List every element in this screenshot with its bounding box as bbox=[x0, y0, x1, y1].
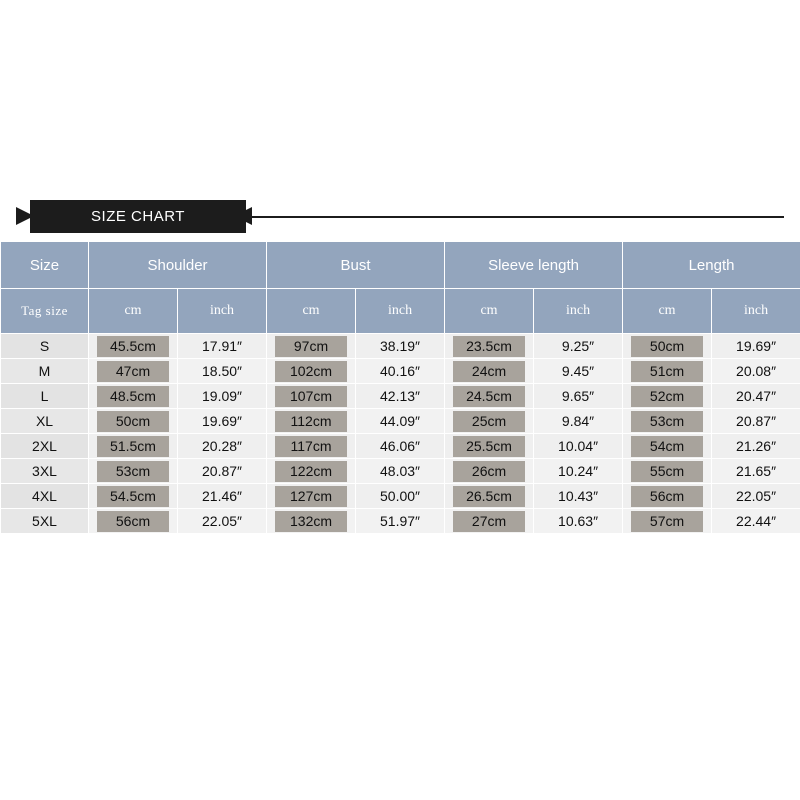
cell-length-inch bbox=[712, 409, 800, 434]
cell-bust-cm bbox=[267, 384, 356, 409]
cm-pill: 48.5cm bbox=[97, 386, 169, 407]
cm-pill: 51.5cm bbox=[97, 436, 169, 457]
inch-value: 10.43″ bbox=[558, 487, 599, 504]
cell-shoulder-cm bbox=[89, 484, 178, 509]
cm-pill: 54cm bbox=[631, 436, 703, 457]
cm-pill: 56cm bbox=[631, 486, 703, 507]
size-chart-banner bbox=[16, 200, 784, 234]
inch-value: 50.00″ bbox=[380, 487, 421, 504]
cell-sleeve-inch bbox=[534, 484, 623, 509]
cm-pill: 53cm bbox=[631, 411, 703, 432]
cell-size: S bbox=[1, 334, 89, 359]
cm-pill: 54.5cm bbox=[97, 486, 169, 507]
cell-length-cm bbox=[623, 384, 712, 409]
cell-sleeve-inch bbox=[534, 459, 623, 484]
inch-value: 48.03″ bbox=[380, 462, 421, 479]
cm-pill: 26.5cm bbox=[453, 486, 525, 507]
inch-value: 21.65″ bbox=[736, 462, 777, 479]
cell-shoulder-inch bbox=[178, 359, 267, 384]
cell-length-cm bbox=[623, 459, 712, 484]
inch-value: 20.28″ bbox=[202, 437, 242, 454]
subheader-tag-size: Tag size bbox=[1, 289, 89, 334]
cell-sleeve-inch bbox=[534, 509, 623, 534]
header-sleeve-length: Sleeve length bbox=[445, 242, 623, 289]
cell-sleeve-cm bbox=[445, 384, 534, 409]
cell-length-cm bbox=[623, 334, 712, 359]
cell-shoulder-inch bbox=[178, 459, 267, 484]
subheader-length-cm: cm bbox=[623, 289, 712, 334]
inch-value: 20.87″ bbox=[202, 462, 242, 479]
inch-value: 51.97″ bbox=[380, 512, 421, 529]
cell-sleeve-cm bbox=[445, 409, 534, 434]
cell-shoulder-cm bbox=[89, 509, 178, 534]
cell-bust-cm bbox=[267, 409, 356, 434]
cm-pill: 52cm bbox=[631, 386, 703, 407]
cell-shoulder-inch bbox=[178, 334, 267, 359]
cell-bust-inch bbox=[356, 409, 445, 434]
inch-value: 40.16″ bbox=[380, 362, 421, 379]
cm-pill: 24.5cm bbox=[453, 386, 525, 407]
size-chart-table bbox=[0, 241, 800, 534]
cm-pill: 50cm bbox=[631, 336, 703, 357]
cell-length-cm bbox=[623, 484, 712, 509]
cell-bust-inch bbox=[356, 384, 445, 409]
cell-size: 2XL bbox=[1, 434, 89, 459]
inch-value: 44.09″ bbox=[380, 412, 421, 429]
cell-sleeve-inch bbox=[534, 384, 623, 409]
cm-pill: 122cm bbox=[275, 461, 347, 482]
size-chart-table-wrap bbox=[0, 241, 800, 534]
table-subheader-row bbox=[1, 289, 800, 334]
inch-value: 19.69″ bbox=[736, 337, 777, 354]
inch-value: 19.09″ bbox=[202, 387, 242, 404]
inch-value: 10.63″ bbox=[558, 512, 599, 529]
cell-size: 4XL bbox=[1, 484, 89, 509]
cell-sleeve-cm bbox=[445, 459, 534, 484]
inch-value: 22.05″ bbox=[202, 512, 242, 529]
cell-length-cm bbox=[623, 434, 712, 459]
cell-bust-inch bbox=[356, 459, 445, 484]
inch-value: 17.91″ bbox=[202, 337, 242, 354]
subheader-sleeve-inch: inch bbox=[534, 289, 623, 334]
cell-sleeve-cm bbox=[445, 334, 534, 359]
cell-sleeve-cm bbox=[445, 509, 534, 534]
cell-sleeve-inch bbox=[534, 409, 623, 434]
cell-size: 3XL bbox=[1, 459, 89, 484]
cell-length-inch bbox=[712, 484, 800, 509]
header-length: Length bbox=[623, 242, 800, 289]
inch-value: 46.06″ bbox=[380, 437, 421, 454]
subheader-bust-cm: cm bbox=[267, 289, 356, 334]
cell-shoulder-inch bbox=[178, 484, 267, 509]
cell-shoulder-cm bbox=[89, 334, 178, 359]
cell-shoulder-cm bbox=[89, 434, 178, 459]
inch-value: 21.46″ bbox=[202, 487, 242, 504]
inch-value: 22.44″ bbox=[736, 512, 777, 529]
cell-length-inch bbox=[712, 459, 800, 484]
cell-bust-inch bbox=[356, 434, 445, 459]
cell-length-inch bbox=[712, 384, 800, 409]
subheader-shoulder-inch: inch bbox=[178, 289, 267, 334]
cell-length-cm bbox=[623, 509, 712, 534]
inch-value: 21.26″ bbox=[736, 437, 777, 454]
inch-value: 18.50″ bbox=[202, 362, 242, 379]
cm-pill: 27cm bbox=[453, 511, 525, 532]
table-row bbox=[1, 359, 800, 384]
inch-value: 9.84″ bbox=[561, 412, 595, 429]
cell-length-inch bbox=[712, 509, 800, 534]
table-row bbox=[1, 409, 800, 434]
cm-pill: 55cm bbox=[631, 461, 703, 482]
cm-pill: 57cm bbox=[631, 511, 703, 532]
subheader-sleeve-cm: cm bbox=[445, 289, 534, 334]
cell-shoulder-cm bbox=[89, 384, 178, 409]
cm-pill: 24cm bbox=[453, 361, 525, 382]
header-bust: Bust bbox=[267, 242, 445, 289]
cm-pill: 127cm bbox=[275, 486, 347, 507]
cell-sleeve-cm bbox=[445, 484, 534, 509]
inch-value: 10.04″ bbox=[558, 437, 599, 454]
inch-value: 20.47″ bbox=[736, 387, 777, 404]
cm-pill: 117cm bbox=[275, 436, 347, 457]
subheader-shoulder-cm: cm bbox=[89, 289, 178, 334]
cell-bust-cm bbox=[267, 334, 356, 359]
cell-size: M bbox=[1, 359, 89, 384]
inch-value: 9.65″ bbox=[561, 387, 595, 404]
cell-bust-cm bbox=[267, 434, 356, 459]
cell-length-inch bbox=[712, 434, 800, 459]
cell-length-cm bbox=[623, 359, 712, 384]
cm-pill: 50cm bbox=[97, 411, 169, 432]
cm-pill: 112cm bbox=[275, 411, 347, 432]
cell-bust-cm bbox=[267, 359, 356, 384]
cm-pill: 23.5cm bbox=[453, 336, 525, 357]
table-header-group-row bbox=[1, 242, 800, 289]
inch-value: 10.24″ bbox=[558, 462, 599, 479]
cell-size: 5XL bbox=[1, 509, 89, 534]
cell-shoulder-inch bbox=[178, 409, 267, 434]
cell-bust-inch bbox=[356, 484, 445, 509]
cm-pill: 56cm bbox=[97, 511, 169, 532]
inch-value: 20.08″ bbox=[736, 362, 777, 379]
cell-sleeve-cm bbox=[445, 434, 534, 459]
table-row bbox=[1, 509, 800, 534]
inch-value: 9.25″ bbox=[561, 337, 595, 354]
cm-pill: 107cm bbox=[275, 386, 347, 407]
cm-pill: 25.5cm bbox=[453, 436, 525, 457]
header-shoulder: Shoulder bbox=[89, 242, 267, 289]
cell-shoulder-inch bbox=[178, 434, 267, 459]
cell-shoulder-inch bbox=[178, 509, 267, 534]
cell-shoulder-inch bbox=[178, 384, 267, 409]
cell-sleeve-inch bbox=[534, 434, 623, 459]
cell-shoulder-cm bbox=[89, 459, 178, 484]
banner-title: SIZE CHART bbox=[91, 208, 185, 225]
cm-pill: 45.5cm bbox=[97, 336, 169, 357]
table-row bbox=[1, 384, 800, 409]
subheader-bust-inch: inch bbox=[356, 289, 445, 334]
inch-value: 19.69″ bbox=[202, 412, 242, 429]
cm-pill: 132cm bbox=[275, 511, 347, 532]
table-row bbox=[1, 334, 800, 359]
inch-value: 22.05″ bbox=[736, 487, 777, 504]
cell-size: L bbox=[1, 384, 89, 409]
cell-sleeve-inch bbox=[534, 359, 623, 384]
cm-pill: 25cm bbox=[453, 411, 525, 432]
inch-value: 38.19″ bbox=[380, 337, 421, 354]
cell-bust-cm bbox=[267, 484, 356, 509]
inch-value: 20.87″ bbox=[736, 412, 777, 429]
cell-shoulder-cm bbox=[89, 359, 178, 384]
cm-pill: 47cm bbox=[97, 361, 169, 382]
table-row bbox=[1, 434, 800, 459]
cell-bust-inch bbox=[356, 359, 445, 384]
cm-pill: 97cm bbox=[275, 336, 347, 357]
cell-bust-cm bbox=[267, 509, 356, 534]
cell-sleeve-cm bbox=[445, 359, 534, 384]
cm-pill: 53cm bbox=[97, 461, 169, 482]
table-row bbox=[1, 459, 800, 484]
cm-pill: 102cm bbox=[275, 361, 347, 382]
cm-pill: 26cm bbox=[453, 461, 525, 482]
inch-value: 42.13″ bbox=[380, 387, 421, 404]
cell-bust-cm bbox=[267, 459, 356, 484]
cell-size: XL bbox=[1, 409, 89, 434]
inch-value: 9.45″ bbox=[561, 362, 595, 379]
cell-sleeve-inch bbox=[534, 334, 623, 359]
subheader-length-inch: inch bbox=[712, 289, 800, 334]
cell-bust-inch bbox=[356, 334, 445, 359]
cm-pill: 51cm bbox=[631, 361, 703, 382]
cell-bust-inch bbox=[356, 509, 445, 534]
cell-length-inch bbox=[712, 334, 800, 359]
cell-length-cm bbox=[623, 409, 712, 434]
cell-shoulder-cm bbox=[89, 409, 178, 434]
header-size: Size bbox=[1, 242, 89, 289]
cell-length-inch bbox=[712, 359, 800, 384]
table-row bbox=[1, 484, 800, 509]
